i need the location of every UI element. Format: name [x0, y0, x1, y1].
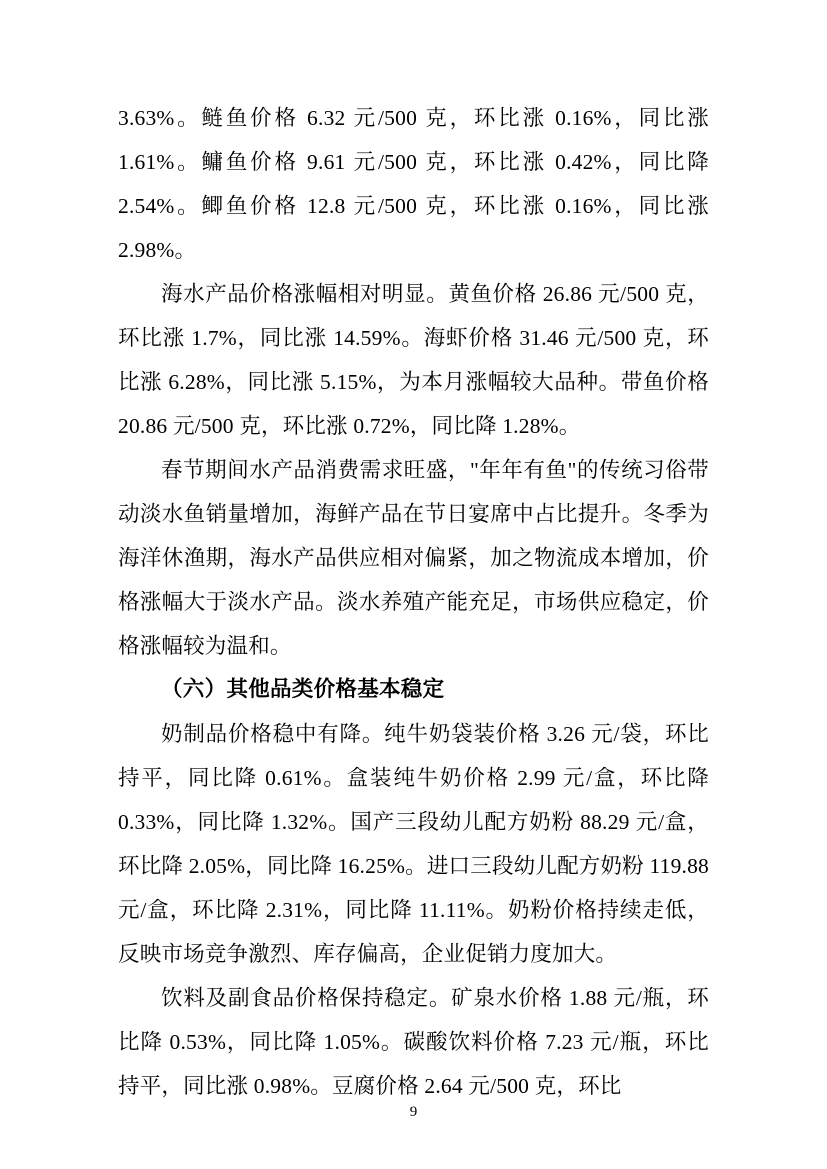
- paragraph-dairy-products: 奶制品价格稳中有降。纯牛奶袋装价格 3.26 元/袋，环比持平，同比降 0.61%。盒装纯牛奶价格 2.99 元/盒，环比降 0.33%，同比降 1.32%。国产三段幼儿配方奶粉 88.29 元/盒，环比降 2.05%，同比降 16.25%。进口三段幼儿配方奶粉 119.88 元/盒，环比降 2.31%，同比降 11.11%。奶粉价格持续走低，反映市场竞争激烈、库存偏高，企业促销力度加大。: [118, 722, 709, 966]
- paragraph-seawater-products: 海水产品价格涨幅相对明显。黄鱼价格 26.86 元/500 克，环比涨 1.7%，同比涨 14.59%。海虾价格 31.46 元/500 克，环比涨 6.28%，同比涨 5.15%，为本月涨幅较大品种。带鱼价格 20.86 元/500 克，环比涨 0.72%，同比降 1.28%。: [118, 282, 709, 438]
- paragraph-freshwater-fish-continued: 3.63%。鲢鱼价格 6.32 元/500 克，环比涨 0.16%，同比涨 1.61%。鳙鱼价格 9.61 元/500 克，环比涨 0.42%，同比降 2.54%。鲫鱼价格 12.8 元/500 克，环比涨 0.16%，同比涨 2.98%。: [118, 106, 709, 262]
- document-body: [118, 96, 709, 1108]
- paragraph-spring-festival-demand: 春节期间水产品消费需求旺盛，"年年有鱼"的传统习俗带动淡水鱼销量增加，海鲜产品在节日宴席中占比提升。冬季为海洋休渔期，海水产品供应相对偏紧，加之物流成本增加，价格涨幅大于淡水产品。淡水养殖产能充足，市场供应稳定，价格涨幅较为温和。: [118, 458, 709, 658]
- section-heading-other-categories: （六）其他品类价格基本稳定: [161, 677, 445, 702]
- page-number: 9: [409, 1104, 418, 1120]
- paragraph-beverages-and-sidefoods: 饮料及副食品价格保持稳定。矿泉水价格 1.88 元/瓶，环比降 0.53%，同比降 1.05%。碳酸饮料价格 7.23 元/瓶，环比持平，同比涨 0.98%。豆腐价格 2.64 元/500 克，环比: [118, 986, 709, 1098]
